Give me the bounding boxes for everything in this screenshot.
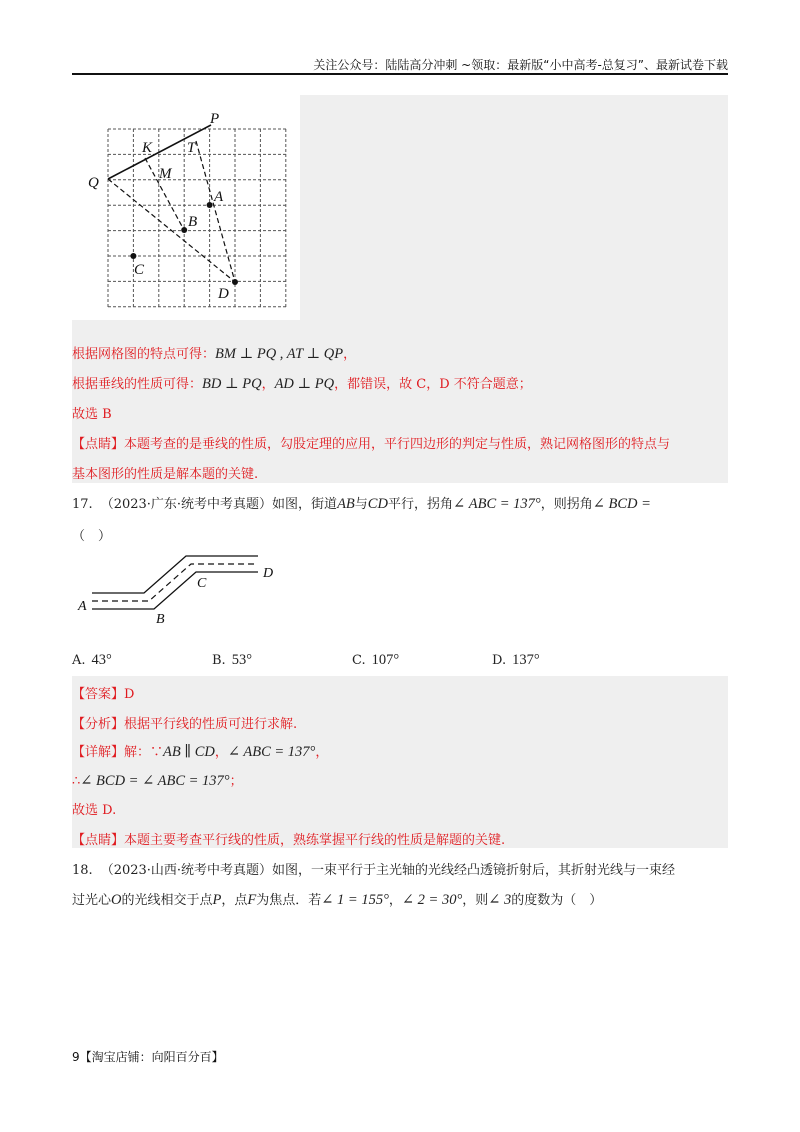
page-header: 关注公众号：陆陆高分冲刺 ~领取：最新版“小中高考-总复习”、最新试卷下载 [313, 58, 728, 72]
point-b [181, 227, 187, 233]
q17-answer: 【答案】D [72, 687, 135, 702]
label-t: T [187, 140, 196, 156]
label-d: D [263, 566, 274, 581]
label-a: A [214, 189, 224, 205]
q16-sol-line3: 故选 B [72, 407, 112, 422]
q18-stem-line1: 18. （2023·山西·统考中考真题）如图，一束平行于主光轴的光线经凸透镜折射后，其折射光线与一束经 [72, 863, 676, 878]
q17-option-d[interactable]: D. 137° [492, 652, 540, 668]
label-p: P [210, 111, 220, 127]
q17-tip: 【点睛】本题主要考查平行线的性质，熟练掌握平行线的性质是解题的关键. [72, 833, 506, 848]
point-c [130, 253, 136, 259]
label-c: C [134, 262, 145, 278]
page-footer: 9【淘宝店铺：向阳百分百】 [72, 1050, 224, 1064]
q17-detail-line2: ∴∠ BCD = ∠ ABC = 137°； [72, 773, 243, 789]
label-b: B [188, 214, 198, 230]
header-rule [72, 73, 728, 75]
q16-sol-line2: 根据垂线的性质可得：BD ⊥ PQ，AD ⊥ PQ，都错误，故 C，D 不符合题意； [72, 376, 532, 392]
q17-detail-line3: 故选 D. [72, 803, 117, 818]
label-d: D [218, 286, 229, 302]
q16-sol-line4: 【点睛】本题考查的是垂线的性质，勾股定理的应用，平行四边形的判定与性质，熟记网格图形的特点与 [72, 437, 671, 452]
q16-sol-line1: 根据网格图的特点可得：BM ⊥ PQ , AT ⊥ QP， [72, 346, 357, 362]
point-a [207, 202, 213, 208]
label-a: A [78, 599, 87, 614]
q17-solution-block [72, 676, 728, 848]
q17-paren: （ ） [72, 529, 112, 544]
q16-sol-line5: 基本图形的性质是解本题的关键. [72, 467, 259, 482]
q16-grid-figure [72, 95, 300, 320]
q17-analysis: 【分析】根据平行线的性质可进行求解. [72, 717, 298, 732]
point-d [232, 279, 238, 285]
label-m: M [159, 166, 172, 182]
q17-option-b[interactable]: B. 53° [212, 652, 252, 668]
label-c: C [197, 576, 207, 591]
label-q: Q [88, 175, 99, 191]
q17-street-figure [72, 550, 292, 630]
label-k: K [142, 140, 153, 156]
q17-option-c[interactable]: C. 107° [352, 652, 400, 668]
q17-detail-line1: 【详解】解：∵AB ∥ CD，∠ ABC = 137°， [72, 744, 329, 760]
q17-stem: 17. （2023·广东·统考中考真题）如图，街道AB与CD平行，拐角∠ ABC = 137°，则拐角∠ BCD = [72, 496, 651, 512]
q18-stem-line2: 过光心O的光线相交于点P，点F为焦点．若∠ 1 = 155°，∠ 2 = 30°，则∠ 3的度数为（ ） [72, 892, 603, 908]
q17-option-a[interactable]: A. 43° [72, 652, 112, 668]
label-b: B [156, 612, 165, 627]
